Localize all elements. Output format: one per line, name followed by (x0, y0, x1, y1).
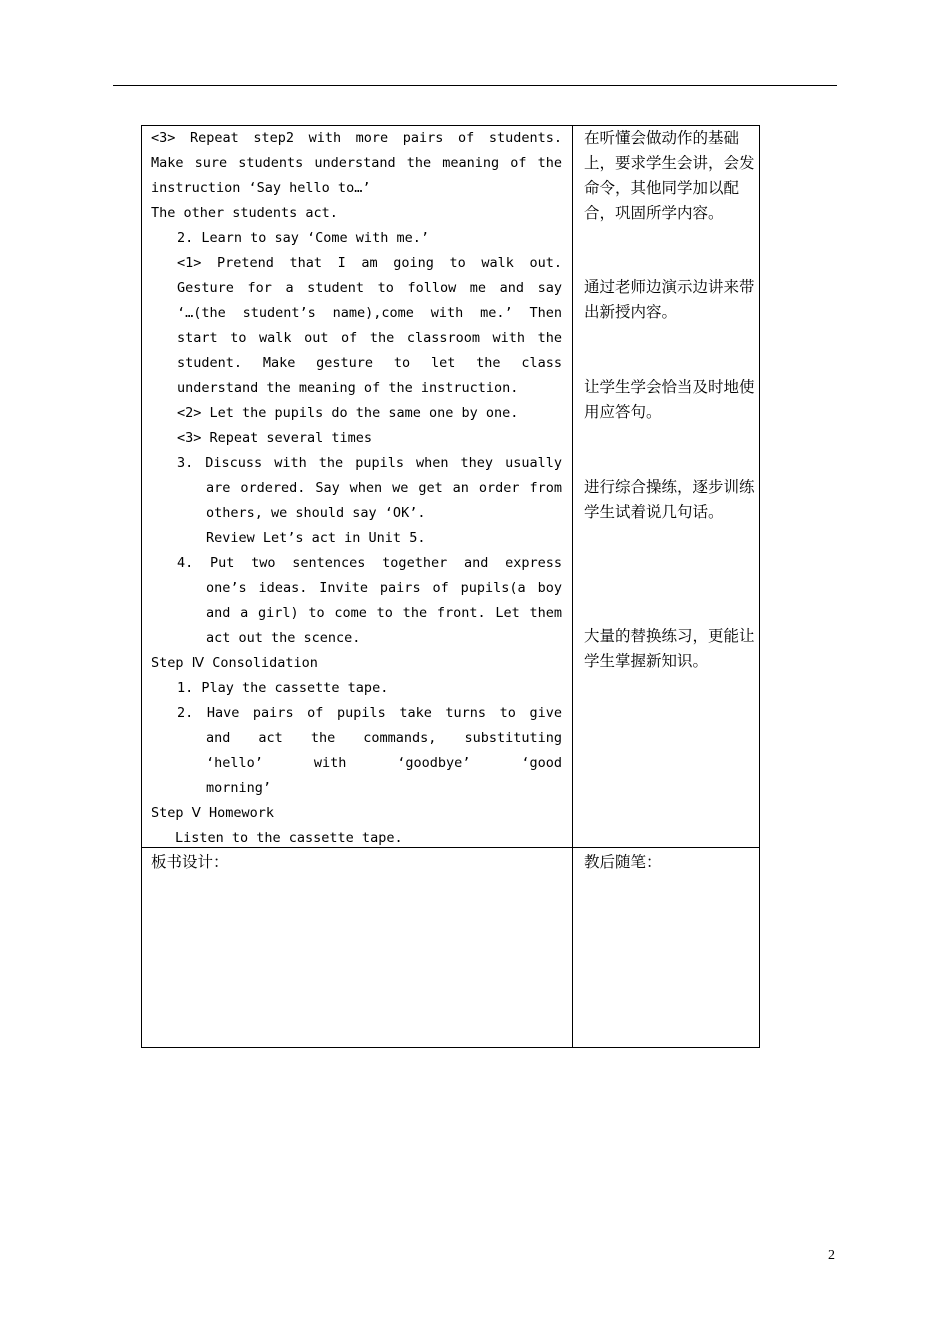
blackboard-design-label: 板书设计： (151, 853, 229, 871)
procedure-line: 2. Learn to say ‘Come with me.’ (177, 230, 429, 246)
design-note: 让学生学会恰当及时地使用应答句。 (584, 378, 755, 421)
procedure-line: and act the commands, substituting (206, 730, 562, 746)
procedure-line: instruction ‘Say hello to…’ (151, 180, 371, 196)
procedure-line: ‘hello’ with ‘goodbye’ ‘good (206, 755, 562, 771)
procedure-line: Listen to the cassette tape. (175, 830, 403, 846)
procedure-line: and a girl) to come to the front. Let them (206, 605, 562, 621)
step-heading: Step Ⅳ Consolidation (151, 655, 318, 671)
procedure-line: The other students act. (151, 205, 338, 221)
column-divider (572, 126, 573, 1047)
step-heading: Step Ⅴ Homework (151, 805, 275, 821)
procedure-line: others, we should say ‘OK’. (206, 505, 426, 521)
header-rule (113, 85, 837, 86)
procedure-line: start to walk out of the classroom with the (177, 330, 562, 346)
procedure-line: morning’ (206, 780, 272, 796)
procedure-line: 3. Discuss with the pupils when they usually (177, 455, 562, 471)
procedure-line: Gesture for a student to follow me and say (177, 280, 562, 296)
procedure-line: one’s ideas. Invite pairs of pupils(a boy (206, 580, 562, 596)
procedure-line: <3> Repeat step2 with more pairs of students. (151, 130, 562, 146)
design-note: 大量的替换练习，更能让学生掌握新知识。 (584, 627, 755, 670)
procedure-line: 1. Play the cassette tape. (177, 680, 389, 696)
procedure-line: Review Let’s act in Unit 5. (206, 530, 426, 546)
procedure-line: <3> Repeat several times (177, 430, 373, 446)
procedure-line: 4. Put two sentences together and express (177, 555, 562, 571)
procedure-line: ‘…(the student’s name),come with me.’ Then (177, 305, 562, 321)
design-note: 进行综合操练，逐步训练学生试着说几句话。 (584, 478, 755, 521)
teaching-reflection-label: 教后随笔： (584, 853, 662, 871)
procedure-line: act out the scence. (206, 630, 361, 646)
design-note: 通过老师边演示边讲来带出新授内容。 (584, 278, 755, 321)
procedure-line: 2. Have pairs of pupils take turns to give (177, 705, 562, 721)
procedure-line: are ordered. Say when we get an order from (206, 480, 562, 496)
page-number: 2 (828, 1248, 835, 1263)
design-note: 在听懂会做动作的基础上，要求学生会讲，会发命令，其他同学加以配合，巩固所学内容。 (584, 129, 755, 222)
procedure-line: student. Make gesture to let the class (177, 355, 562, 371)
procedure-line: understand the meaning of the instruction. (177, 380, 519, 396)
procedure-line: <1> Pretend that I am going to walk out. (177, 255, 562, 271)
lesson-plan-table (141, 125, 760, 1048)
procedure-line: <2> Let the pupils do the same one by one. (177, 405, 519, 421)
procedure-line: Make sure students understand the meaning of the (151, 155, 562, 171)
row-divider (142, 847, 759, 848)
